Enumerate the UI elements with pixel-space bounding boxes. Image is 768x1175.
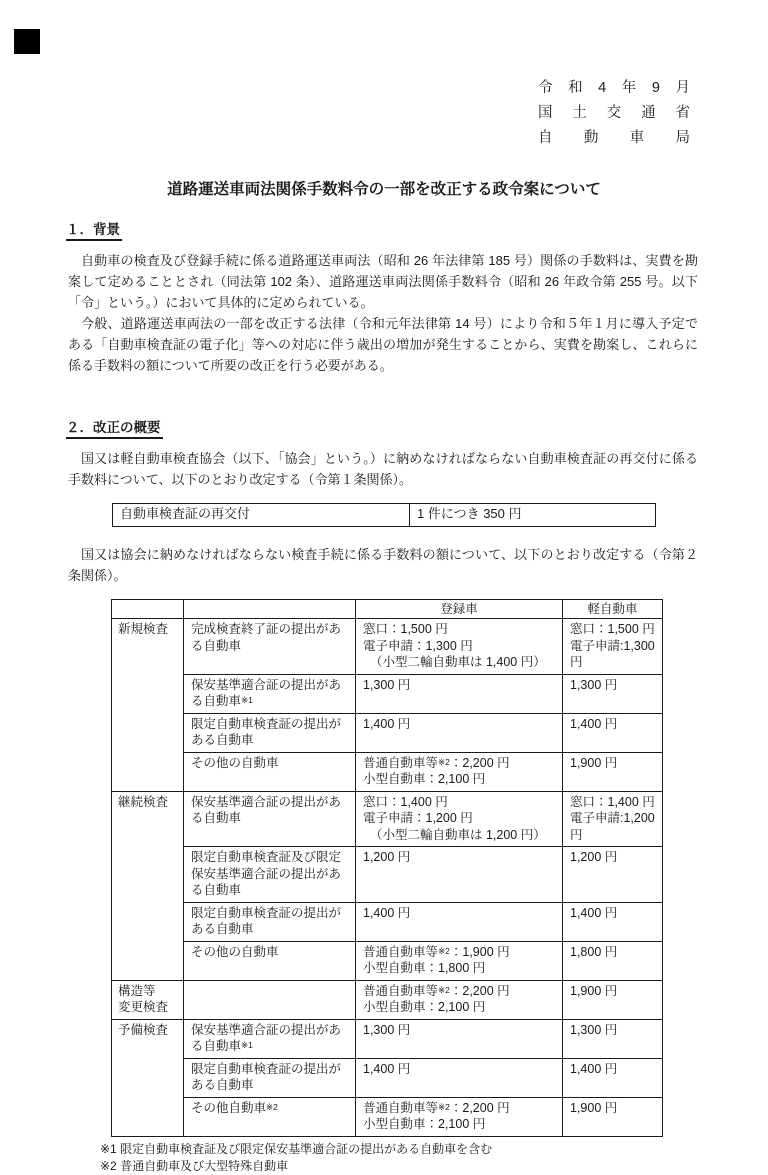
- fee-table-desc-cell: 限定自動車検査証の提出がある自動車: [184, 1058, 356, 1097]
- fee-table-desc-cell: 保安基準適合証の提出がある自動車$^{※1}$: [184, 1019, 356, 1058]
- reissue-fee-table: [112, 503, 656, 527]
- fee-table-kei-cell: 1,300 円: [563, 674, 663, 713]
- category-cell: 予備検査: [112, 1019, 184, 1136]
- header-empty-cell: [112, 599, 184, 619]
- table-row: [112, 941, 663, 980]
- category-cell: 継続検査: [112, 791, 184, 980]
- table-row: [112, 980, 663, 1019]
- fee-table-desc-cell: 保安基準適合証の提出がある自動車$^{※1}$: [184, 674, 356, 713]
- fee-table-registered-cell: 窓口：1,500 円 電子申請：1,300 円 （小型二輪自動車は 1,400 円）: [356, 619, 563, 675]
- fee-table-registered-cell: 普通自動車等$^{※2}$：1,900 円 小型自動車：1,800 円: [356, 941, 563, 980]
- fee-table-desc-cell: 限定自動車検査証及び限定保安基準適合証の提出がある自動車: [184, 847, 356, 903]
- footnote-1: ※1 限定自動車検査証及び限定保安基準適合証の提出がある自動車を含む: [100, 1141, 493, 1156]
- fee-table-kei-cell: 1,400 円: [563, 713, 663, 752]
- fee-table-desc-cell: その他の自動車: [184, 752, 356, 791]
- table-row: [112, 619, 663, 675]
- table-row: [112, 1058, 663, 1097]
- header-ministry: 国土交通省: [538, 105, 690, 121]
- fee-table-registered-cell: 窓口：1,400 円 電子申請：1,200 円 （小型二輪自動車は 1,200 円）: [356, 791, 563, 847]
- fee-table-desc-cell: 限定自動車検査証の提出がある自動車: [184, 902, 356, 941]
- category-cell: 新規検査: [112, 619, 184, 792]
- fee-table-kei-cell: 1,200 円: [563, 847, 663, 903]
- header-date: 令和4年9月: [538, 80, 690, 96]
- category-cell: 構造等 変更検査: [112, 980, 184, 1019]
- fee-table-registered-cell: 1,400 円: [356, 902, 563, 941]
- doc-header: [538, 76, 690, 151]
- fee-table-kei-cell: 1,300 円: [563, 1019, 663, 1058]
- table-row: [112, 847, 663, 903]
- table-row: [112, 713, 663, 752]
- table-row: [112, 791, 663, 847]
- fee-table-kei-cell: 窓口：1,400 円 電子申請:1,200 円: [563, 791, 663, 847]
- table-row: [113, 504, 656, 527]
- fee-table-kei-cell: 1,800 円: [563, 941, 663, 980]
- corner-black-mark: [14, 29, 40, 54]
- table-header-row: [112, 599, 663, 619]
- reissue-item-cell: 自動車検査証の再交付: [113, 504, 410, 527]
- table-row: [112, 1097, 663, 1136]
- section2-para2: 国又は協会に納めなければならない検査手続に係る手数料の額について、以下のとおり改定する（令第２条関係）。: [68, 546, 698, 583]
- section1-heading: １．背景: [66, 218, 768, 241]
- fee-table-kei-cell: 1,900 円: [563, 752, 663, 791]
- fee-table-desc-cell: 保安基準適合証の提出がある自動車: [184, 791, 356, 847]
- section2-heading: ２．改正の概要: [66, 416, 768, 439]
- section1-para1: 自動車の検査及び登録手続に係る道路運送車両法（昭和 26 年法律第 185 号）関係の手数料は、実費を勘案して定めることとされ（同法第 102 条）、道路運送車両法関係手数料令（昭和 26 年政令第 255 号。以下「令」という。）において具体的に定められている。: [68, 253, 698, 310]
- inspection-fee-table: [111, 599, 663, 1137]
- header-kei-cell: 軽自動車: [563, 599, 663, 619]
- fee-table-desc-cell: 限定自動車検査証の提出がある自動車: [184, 713, 356, 752]
- reissue-fee-cell: 1 件につき 350 円: [410, 504, 656, 527]
- fee-table-desc-cell: [184, 980, 356, 1019]
- fee-table-desc-cell: その他自動車$^{※2}$: [184, 1097, 356, 1136]
- table-row: [112, 1019, 663, 1058]
- header-registered-cell: 登録車: [356, 599, 563, 619]
- fee-table-kei-cell: 1,400 円: [563, 1058, 663, 1097]
- fee-table-registered-cell: 1,300 円: [356, 1019, 563, 1058]
- fee-table-registered-cell: 普通自動車等$^{※2}$：2,200 円 小型自動車：2,100 円: [356, 980, 563, 1019]
- fee-table-registered-cell: 普通自動車等$^{※2}$：2,200 円 小型自動車：2,100 円: [356, 1097, 563, 1136]
- fee-table-registered-cell: 1,400 円: [356, 713, 563, 752]
- fee-table-desc-cell: その他の自動車: [184, 941, 356, 980]
- section2-para1: 国又は軽自動車検査協会（以下、「協会」という。）に納めなければならない自動車検査証の再交付に係る手数料について、以下のとおり改定する（令第１条関係）。: [68, 451, 698, 487]
- fee-table-registered-cell: 1,400 円: [356, 1058, 563, 1097]
- fee-table-registered-cell: 普通自動車等$^{※2}$：2,200 円 小型自動車：2,100 円: [356, 752, 563, 791]
- footnote-2: ※2 普通自動車及び大型特殊自動車: [100, 1158, 289, 1173]
- footnotes: [100, 1141, 768, 1175]
- fee-table-kei-cell: 窓口：1,500 円 電子申請:1,300 円: [563, 619, 663, 675]
- header-bureau: 自動車局: [538, 130, 690, 146]
- fee-table-registered-cell: 1,300 円: [356, 674, 563, 713]
- doc-title: 道路運送車両法関係手数料令の一部を改正する政令案について: [167, 181, 601, 198]
- section1-para2: 今般、道路運送車両法の一部を改正する法律（令和元年法律第 14 号）により令和５年１月に導入予定である「自動車検査証の電子化」等への対応に伴う歳出の増加が発生することから、実費を勘案し、これらに係る手数料の額について所要の改正を行う必要がある。: [68, 316, 698, 373]
- table-row: [112, 674, 663, 713]
- doc-body: [0, 218, 768, 1175]
- header-empty-cell: [184, 599, 356, 619]
- table-row: [112, 752, 663, 791]
- fee-table-registered-cell: 1,200 円: [356, 847, 563, 903]
- fee-table-kei-cell: 1,400 円: [563, 902, 663, 941]
- fee-table-kei-cell: 1,900 円: [563, 980, 663, 1019]
- fee-table-kei-cell: 1,900 円: [563, 1097, 663, 1136]
- table-row: [112, 902, 663, 941]
- fee-table-desc-cell: 完成検査終了証の提出がある自動車: [184, 619, 356, 675]
